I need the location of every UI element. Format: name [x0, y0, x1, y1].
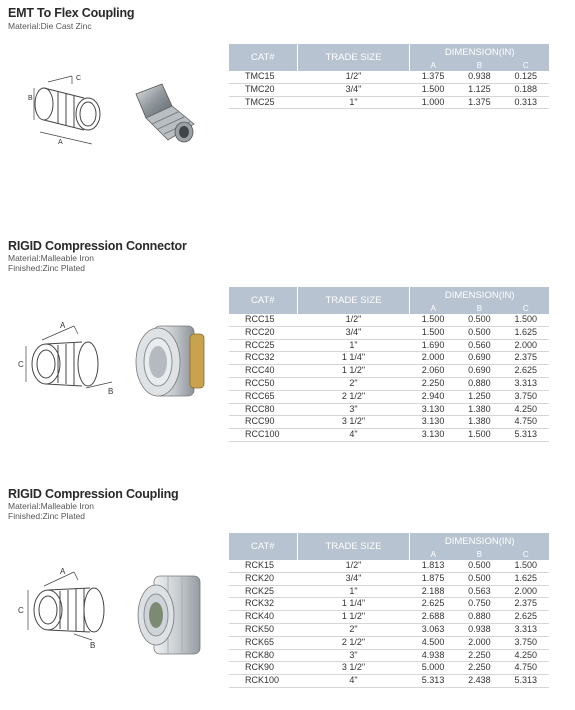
dimension-label: A [60, 567, 66, 576]
rigid-connector-diagram [8, 312, 120, 402]
cell-dim-b: 0.880 [456, 377, 502, 390]
cell-trade-size: 1/2" [297, 560, 410, 572]
col-header-c: C [503, 549, 549, 560]
cell-dim-c: 5.313 [503, 429, 549, 442]
rigid-connector-photo [128, 318, 212, 406]
cell-cat: RCC15 [229, 314, 297, 326]
table-row [229, 611, 549, 624]
cell-trade-size: 3/4" [297, 83, 410, 96]
cell-trade-size: 1 1/4" [297, 598, 410, 611]
cell-dim-b: 2.000 [456, 636, 502, 649]
cell-dim-b: 0.500 [456, 326, 502, 339]
cell-dim-a: 2.625 [410, 598, 456, 611]
cell-dim-b: 0.880 [456, 611, 502, 624]
cell-cat: RCK90 [229, 662, 297, 675]
cell-trade-size: 4" [297, 675, 410, 688]
cell-dim-a: 3.130 [410, 416, 456, 429]
col-header-b: B [456, 60, 502, 71]
finish-line: Finished:Zinc Plated [8, 511, 86, 521]
cell-dim-a: 1.500 [410, 314, 456, 326]
cell-cat: RCC90 [229, 416, 297, 429]
cell-dim-a: 1.500 [410, 326, 456, 339]
col-header-trade-size: TRADE SIZE [297, 44, 410, 71]
emt-flex-coupling-diagram [22, 70, 114, 150]
cell-trade-size: 3/4" [297, 572, 410, 585]
cell-dim-a: 5.000 [410, 662, 456, 675]
cell-dim-b: 2.250 [456, 649, 502, 662]
col-header-dimension: DIMENSION(IN) [410, 533, 549, 549]
cell-dim-a: 1.500 [410, 83, 456, 96]
cell-trade-size: 3 1/2" [297, 416, 410, 429]
table-row [229, 352, 549, 365]
cell-dim-c: 2.625 [503, 365, 549, 378]
cell-dim-b: 2.250 [456, 662, 502, 675]
cell-dim-c: 2.375 [503, 352, 549, 365]
table-row [229, 377, 549, 390]
col-header-cat: CAT# [229, 44, 297, 71]
cell-dim-a: 4.938 [410, 649, 456, 662]
cell-cat: RCC100 [229, 429, 297, 442]
cell-dim-a: 1.813 [410, 560, 456, 572]
spec-table [229, 533, 549, 688]
col-header-dimension: DIMENSION(IN) [410, 287, 549, 303]
cell-dim-b: 1.375 [456, 96, 502, 109]
finish-line: Finished:Zinc Plated [8, 263, 86, 273]
cell-dim-a: 2.188 [410, 585, 456, 598]
cell-dim-c: 4.250 [503, 649, 549, 662]
cell-dim-c: 3.750 [503, 390, 549, 403]
spec-table [229, 44, 549, 109]
cell-dim-b: 0.563 [456, 585, 502, 598]
cell-trade-size: 1" [297, 339, 410, 352]
cell-dim-c: 0.313 [503, 96, 549, 109]
col-header-dimension: DIMENSION(IN) [410, 44, 549, 60]
cell-dim-c: 4.750 [503, 662, 549, 675]
table-row [229, 326, 549, 339]
section-title: EMT To Flex Coupling [8, 6, 135, 20]
cell-cat: TMC15 [229, 71, 297, 83]
col-header-c: C [503, 303, 549, 314]
dimension-label: A [60, 321, 66, 330]
cell-cat: TMC20 [229, 83, 297, 96]
table-row [229, 675, 549, 688]
col-header-trade-size: TRADE SIZE [297, 533, 410, 560]
cell-dim-c: 2.625 [503, 611, 549, 624]
col-header-a: A [410, 549, 456, 560]
cell-cat: RCK50 [229, 623, 297, 636]
cell-cat: TMC25 [229, 96, 297, 109]
cell-dim-b: 1.250 [456, 390, 502, 403]
table-row [229, 560, 549, 572]
material-line: Material:Malleable Iron [8, 501, 94, 511]
cell-cat: RCC80 [229, 403, 297, 416]
table-row [229, 636, 549, 649]
table-row [229, 403, 549, 416]
cell-dim-a: 5.313 [410, 675, 456, 688]
col-header-a: A [410, 303, 456, 314]
cell-dim-a: 1.690 [410, 339, 456, 352]
cell-dim-a: 2.940 [410, 390, 456, 403]
cell-dim-c: 1.625 [503, 326, 549, 339]
col-header-trade-size: TRADE SIZE [297, 287, 410, 314]
table-row [229, 598, 549, 611]
table-row [229, 339, 549, 352]
cell-dim-a: 2.688 [410, 611, 456, 624]
cell-cat: RCK40 [229, 611, 297, 624]
cell-trade-size: 1 1/2" [297, 365, 410, 378]
cell-dim-c: 1.625 [503, 572, 549, 585]
cell-trade-size: 1 1/4" [297, 352, 410, 365]
dimension-label: C [18, 360, 24, 369]
cell-dim-b: 0.560 [456, 339, 502, 352]
cell-cat: RCC50 [229, 377, 297, 390]
table-row [229, 96, 549, 109]
cell-dim-c: 0.125 [503, 71, 549, 83]
cell-trade-size: 1" [297, 585, 410, 598]
dimension-label: C [76, 75, 82, 82]
cell-cat: RCC65 [229, 390, 297, 403]
cell-dim-a: 1.875 [410, 572, 456, 585]
cell-cat: RCK80 [229, 649, 297, 662]
table-row [229, 585, 549, 598]
table-row [229, 365, 549, 378]
section-title: RIGID Compression Coupling [8, 487, 179, 501]
cell-dim-c: 1.500 [503, 314, 549, 326]
col-header-a: A [410, 60, 456, 71]
col-header-b: B [456, 549, 502, 560]
cell-dim-b: 0.690 [456, 352, 502, 365]
cell-trade-size: 1 1/2" [297, 611, 410, 624]
rigid-coupling-photo [128, 570, 212, 662]
cell-cat: RCK100 [229, 675, 297, 688]
dimension-label: B [90, 641, 96, 650]
cell-cat: RCC40 [229, 365, 297, 378]
col-header-cat: CAT# [229, 287, 297, 314]
table-row [229, 390, 549, 403]
section-title: RIGID Compression Connector [8, 239, 187, 253]
material-line: Material:Die Cast Zinc [8, 21, 92, 31]
cell-trade-size: 2" [297, 623, 410, 636]
cell-dim-b: 0.938 [456, 71, 502, 83]
cell-trade-size: 2" [297, 377, 410, 390]
cell-dim-b: 0.500 [456, 572, 502, 585]
col-header-cat: CAT# [229, 533, 297, 560]
cell-trade-size: 3 1/2" [297, 662, 410, 675]
dimension-label: B [108, 387, 114, 396]
cell-dim-b: 0.750 [456, 598, 502, 611]
cell-dim-b: 1.380 [456, 416, 502, 429]
dimension-label: C [18, 606, 24, 615]
cell-dim-b: 0.690 [456, 365, 502, 378]
cell-cat: RCK65 [229, 636, 297, 649]
cell-dim-b: 0.500 [456, 560, 502, 572]
cell-dim-a: 2.000 [410, 352, 456, 365]
cell-dim-c: 0.188 [503, 83, 549, 96]
cell-dim-b: 2.438 [456, 675, 502, 688]
cell-dim-c: 2.375 [503, 598, 549, 611]
table-row [229, 662, 549, 675]
cell-dim-c: 4.750 [503, 416, 549, 429]
cell-trade-size: 1/2" [297, 314, 410, 326]
table-row [229, 314, 549, 326]
cell-trade-size: 3" [297, 403, 410, 416]
cell-dim-b: 1.125 [456, 83, 502, 96]
table-row [229, 572, 549, 585]
table-row [229, 623, 549, 636]
cell-dim-a: 2.060 [410, 365, 456, 378]
table-row [229, 429, 549, 442]
cell-dim-a: 3.130 [410, 429, 456, 442]
dimension-label: B [28, 95, 33, 102]
cell-cat: RCC32 [229, 352, 297, 365]
cell-cat: RCK15 [229, 560, 297, 572]
material-line: Material:Malleable Iron [8, 253, 94, 263]
cell-dim-c: 2.000 [503, 585, 549, 598]
cell-dim-a: 2.250 [410, 377, 456, 390]
cell-dim-b: 0.500 [456, 314, 502, 326]
cell-cat: RCC25 [229, 339, 297, 352]
spec-table [229, 287, 549, 442]
cell-cat: RCK20 [229, 572, 297, 585]
cell-trade-size: 2 1/2" [297, 390, 410, 403]
emt-flex-coupling-photo [128, 78, 208, 150]
cell-cat: RCC20 [229, 326, 297, 339]
cell-trade-size: 1" [297, 96, 410, 109]
cell-dim-c: 3.313 [503, 377, 549, 390]
cell-dim-c: 3.750 [503, 636, 549, 649]
cell-dim-a: 1.000 [410, 96, 456, 109]
table-row [229, 416, 549, 429]
cell-dim-b: 1.380 [456, 403, 502, 416]
cell-dim-c: 5.313 [503, 675, 549, 688]
dimension-label: A [58, 139, 63, 146]
cell-trade-size: 4" [297, 429, 410, 442]
cell-trade-size: 2 1/2" [297, 636, 410, 649]
cell-dim-a: 3.063 [410, 623, 456, 636]
table-row [229, 71, 549, 83]
cell-dim-a: 4.500 [410, 636, 456, 649]
cell-dim-a: 3.130 [410, 403, 456, 416]
cell-cat: RCK32 [229, 598, 297, 611]
cell-dim-c: 1.500 [503, 560, 549, 572]
cell-trade-size: 3" [297, 649, 410, 662]
col-header-c: C [503, 60, 549, 71]
cell-dim-c: 3.313 [503, 623, 549, 636]
cell-dim-b: 1.500 [456, 429, 502, 442]
cell-trade-size: 3/4" [297, 326, 410, 339]
table-row [229, 83, 549, 96]
cell-trade-size: 1/2" [297, 71, 410, 83]
table-row [229, 649, 549, 662]
cell-dim-a: 1.375 [410, 71, 456, 83]
cell-cat: RCK25 [229, 585, 297, 598]
cell-dim-c: 4.250 [503, 403, 549, 416]
cell-dim-b: 0.938 [456, 623, 502, 636]
col-header-b: B [456, 303, 502, 314]
rigid-coupling-diagram [8, 560, 120, 652]
cell-dim-c: 2.000 [503, 339, 549, 352]
